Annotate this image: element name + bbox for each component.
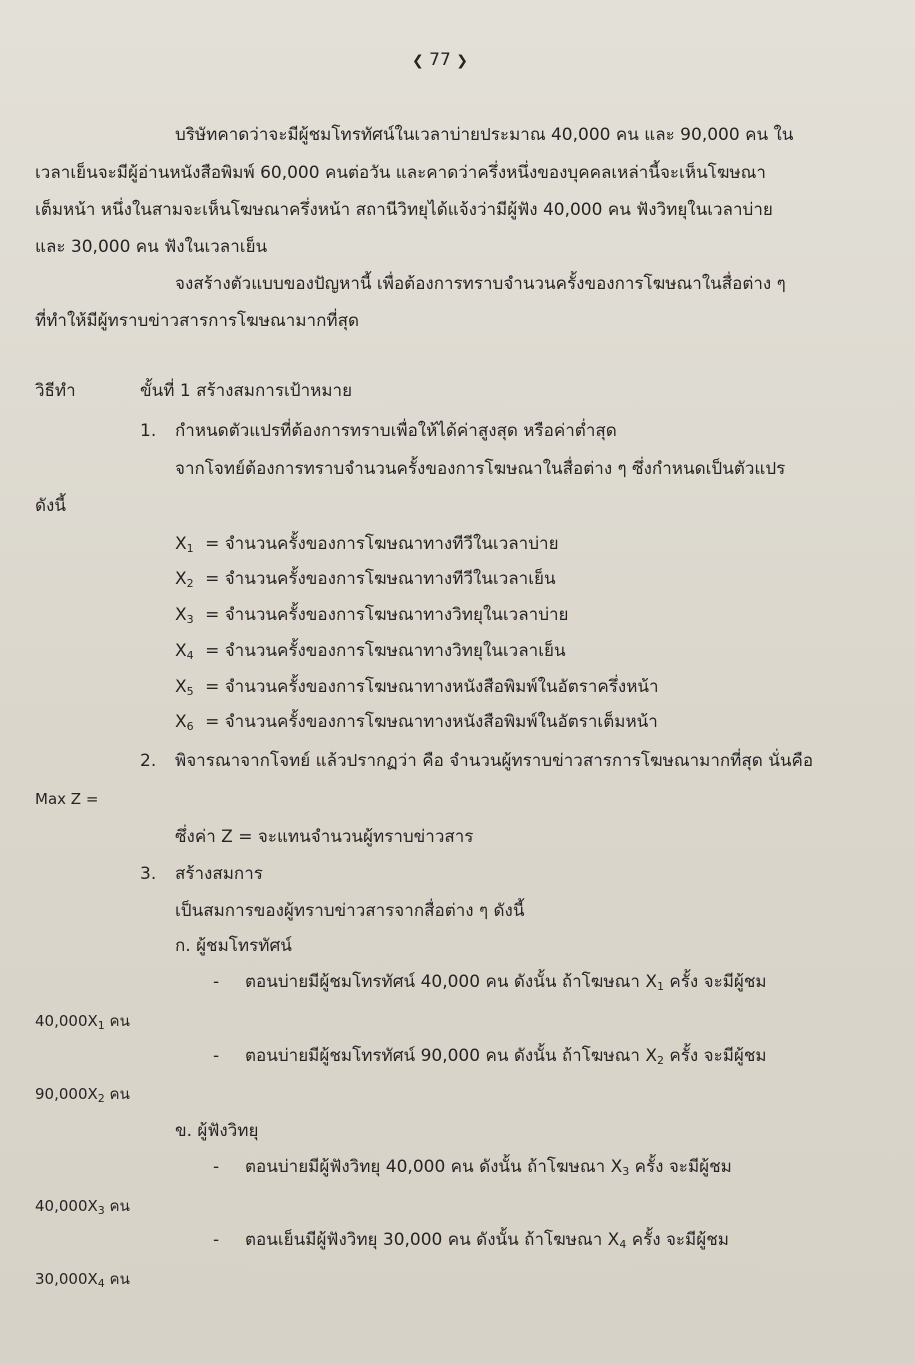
bullet-dash: -: [213, 1157, 220, 1177]
variable-definition: $X_4$ = จำนวนครั้งของการโฆษณาทางวิทยุในเวลาเย็น: [175, 641, 566, 662]
variable-definition: $X_3$ = จำนวนครั้งของการโฆษณาทางวิทยุในเวลาบ่าย: [175, 605, 569, 626]
sub-heading: ข. ผู้ฟังวิทยุ: [175, 1121, 259, 1141]
bullet-text: ตอนบ่ายมีผู้ชมโทรทัศน์ 40,000 คน ดังนั้น ถ้าโฆษณา $X_1$ ครั้ง จะมีผู้ชม: [245, 972, 767, 993]
item-text: กำหนดตัวแปรที่ต้องการทราบเพื่อให้ได้ค่าสูงสุด หรือค่าต่ำสุด: [175, 421, 617, 441]
variable-definition: $X_6$ = จำนวนครั้งของการโฆษณาทางหนังสือพิมพ์ในอัตราเต็มหน้า: [175, 712, 658, 733]
paragraph-line: ที่ทำให้มีผู้ทราบข่าวสารการโฆษณามากที่สุด: [35, 311, 359, 331]
sub-heading: ก. ผู้ชมโทรทัศน์: [175, 936, 292, 956]
paragraph-line: จงสร้างตัวแบบของปัญหานี้ เพื่อต้องการทราบจำนวนครั้งของการโฆษณาในสื่อต่าง ๆ: [175, 274, 786, 294]
variable-definition: $X_1$ = จำนวนครั้งของการโฆษณาทางทีวีในเวลาบ่าย: [175, 534, 559, 555]
bullet-dash: -: [213, 1230, 220, 1250]
paragraph-line: เต็มหน้า หนึ่งในสามจะเห็นโฆษณาครึ่งหน้า สถานีวิทยุได้แจ้งว่ามีผู้ฟัง 40,000 คน ฟังวิทยุในเวลาบ่าย: [35, 200, 773, 220]
step-heading: ขั้นที่ 1 สร้างสมการเป้าหมาย: [140, 381, 353, 401]
chevron-right-icon: ❯: [456, 53, 468, 69]
item-number: 2.: [140, 751, 157, 771]
bullet-text: ตอนบ่ายมีผู้ฟังวิทยุ 40,000 คน ดังนั้น ถ้าโฆษณา $X_3$ ครั้ง จะมีผู้ชม: [245, 1157, 732, 1178]
bullet-continuation: $40,000X_1$ คน: [35, 1012, 130, 1032]
item-text: จากโจทย์ต้องการทราบจำนวนครั้งของการโฆษณาในสื่อต่าง ๆ ซึ่งกำหนดเป็นตัวแปร: [175, 459, 786, 479]
solution-label: วิธีทำ: [35, 381, 76, 401]
bullet-text: ตอนบ่ายมีผู้ชมโทรทัศน์ 90,000 คน ดังนั้น ถ้าโฆษณา $X_2$ ครั้ง จะมีผู้ชม: [245, 1046, 767, 1067]
item-text: พิจารณาจากโจทย์ แล้วปรากฏว่า คือ จำนวนผู้ทราบข่าวสารการโฆษณามากที่สุด นั่นคือ: [175, 751, 814, 771]
page-number: [412, 50, 468, 70]
page-number-text: 77: [429, 50, 451, 70]
bullet-continuation: $30,000X_4$ คน: [35, 1270, 130, 1290]
variable-definition: $X_2$ = จำนวนครั้งของการโฆษณาทางทีวีในเวลาเย็น: [175, 569, 556, 590]
bullet-text: ตอนเย็นมีผู้ฟังวิทยุ 30,000 คน ดังนั้น ถ้าโฆษณา $X_4$ ครั้ง จะมีผู้ชม: [245, 1230, 729, 1251]
item-text: ดังนี้: [35, 496, 66, 516]
objective-label: Max Z =: [35, 790, 99, 808]
item-text: สร้างสมการ: [175, 864, 263, 884]
paragraph-line: และ 30,000 คน ฟังในเวลาเย็น: [35, 237, 268, 257]
chevron-left-icon: ❮: [412, 53, 424, 69]
bullet-dash: -: [213, 1046, 220, 1066]
bullet-dash: -: [213, 972, 220, 992]
item-text: ซึ่งค่า Z = จะแทนจำนวนผู้ทราบข่าวสาร: [175, 827, 474, 847]
item-number: 1.: [140, 421, 157, 441]
bullet-continuation: $90,000X_2$ คน: [35, 1085, 130, 1105]
item-text: เป็นสมการของผู้ทราบข่าวสารจากสื่อต่าง ๆ ดังนี้: [175, 901, 525, 921]
paragraph-line: บริษัทคาดว่าจะมีผู้ชมโทรทัศน์ในเวลาบ่ายประมาณ 40,000 คน และ 90,000 คน ใน: [175, 125, 794, 145]
paragraph-line: เวลาเย็นจะมีผู้อ่านหนังสือพิมพ์ 60,000 คนต่อวัน และคาดว่าครึ่งหนึ่งของบุคคลเหล่านี้จะเห็นโฆษณา: [35, 163, 766, 183]
variable-definition: $X_5$ = จำนวนครั้งของการโฆษณาทางหนังสือพิมพ์ในอัตราครึ่งหน้า: [175, 677, 659, 698]
bullet-continuation: $40,000X_3$ คน: [35, 1197, 130, 1217]
item-number: 3.: [140, 864, 157, 884]
